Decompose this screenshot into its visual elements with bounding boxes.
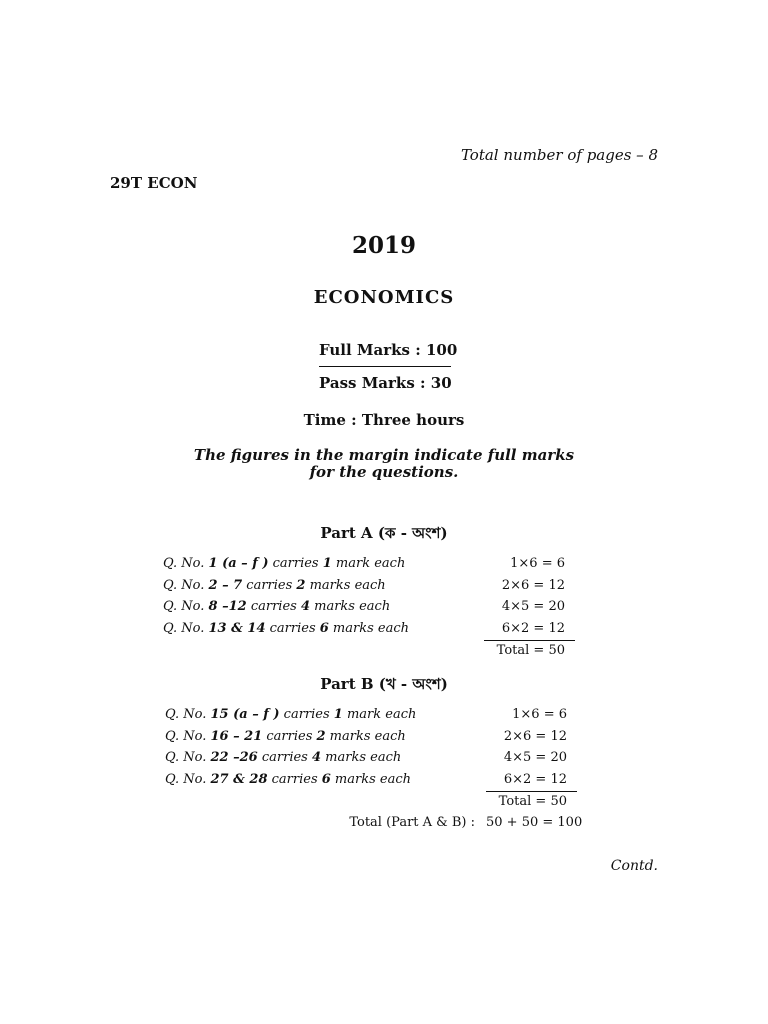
subject-title: ECONOMICS [313,287,455,308]
continued-note: Contd. [610,858,658,874]
marks-divider [319,366,451,367]
marks-block [319,340,458,393]
part-a-row: Q. No. 1 (a – f ) carries 1 mark each [163,556,406,571]
exam-year: 2019 [351,232,416,259]
grand-total-label: Total (Part A & B) : [349,815,475,830]
part-b-calc: 2×6 = 12 [503,729,567,744]
part-a-row: Q. No. 2 – 7 carries 2 marks each [163,578,386,593]
part-b-row: Q. No. 16 – 21 carries 2 marks each [165,729,406,744]
part-b-row: Q. No. 22 –26 carries 4 marks each [165,750,402,765]
paper-code: 29T ECON [110,174,198,192]
full-marks: Full Marks : 100 [319,341,458,359]
part-a-heading: Part A (ক - অংশ) [320,524,448,542]
part-a-calc: 4×5 = 20 [501,599,565,614]
part-a-row: Q. No. 8 –12 carries 4 marks each [163,599,391,614]
part-a-total: Total = 50 [496,643,565,658]
part-b-row: Q. No. 27 & 28 carries 6 marks each [165,772,411,787]
page-count: Total number of pages – 8 [460,146,658,164]
part-b-row: Q. No. 15 (a – f ) carries 1 mark each [165,707,417,722]
part-a-row: Q. No. 13 & 14 carries 6 marks each [163,621,409,636]
part-b-total-rule [486,791,577,792]
part-b-calc: 1×6 = 6 [512,707,567,722]
part-b-calc: 6×2 = 12 [503,772,567,787]
part-a-calc: 2×6 = 12 [501,578,565,593]
note-line-1: The figures in the margin indicate full marks [193,446,575,464]
marks-note [0,447,768,481]
grand-total-value: 50 + 50 = 100 [486,815,583,830]
part-a-calc: 1×6 = 6 [510,556,565,571]
part-b-heading: Part B (খ - অংশ) [320,675,448,693]
pass-marks: Pass Marks : 30 [319,374,452,392]
part-b-total: Total = 50 [498,794,567,809]
exam-time: Time : Three hours [303,411,465,429]
part-a-total-rule [484,640,575,641]
part-b-calc: 4×5 = 20 [503,750,567,765]
part-a-calc: 6×2 = 12 [501,621,565,636]
note-line-2: for the questions. [309,463,459,481]
